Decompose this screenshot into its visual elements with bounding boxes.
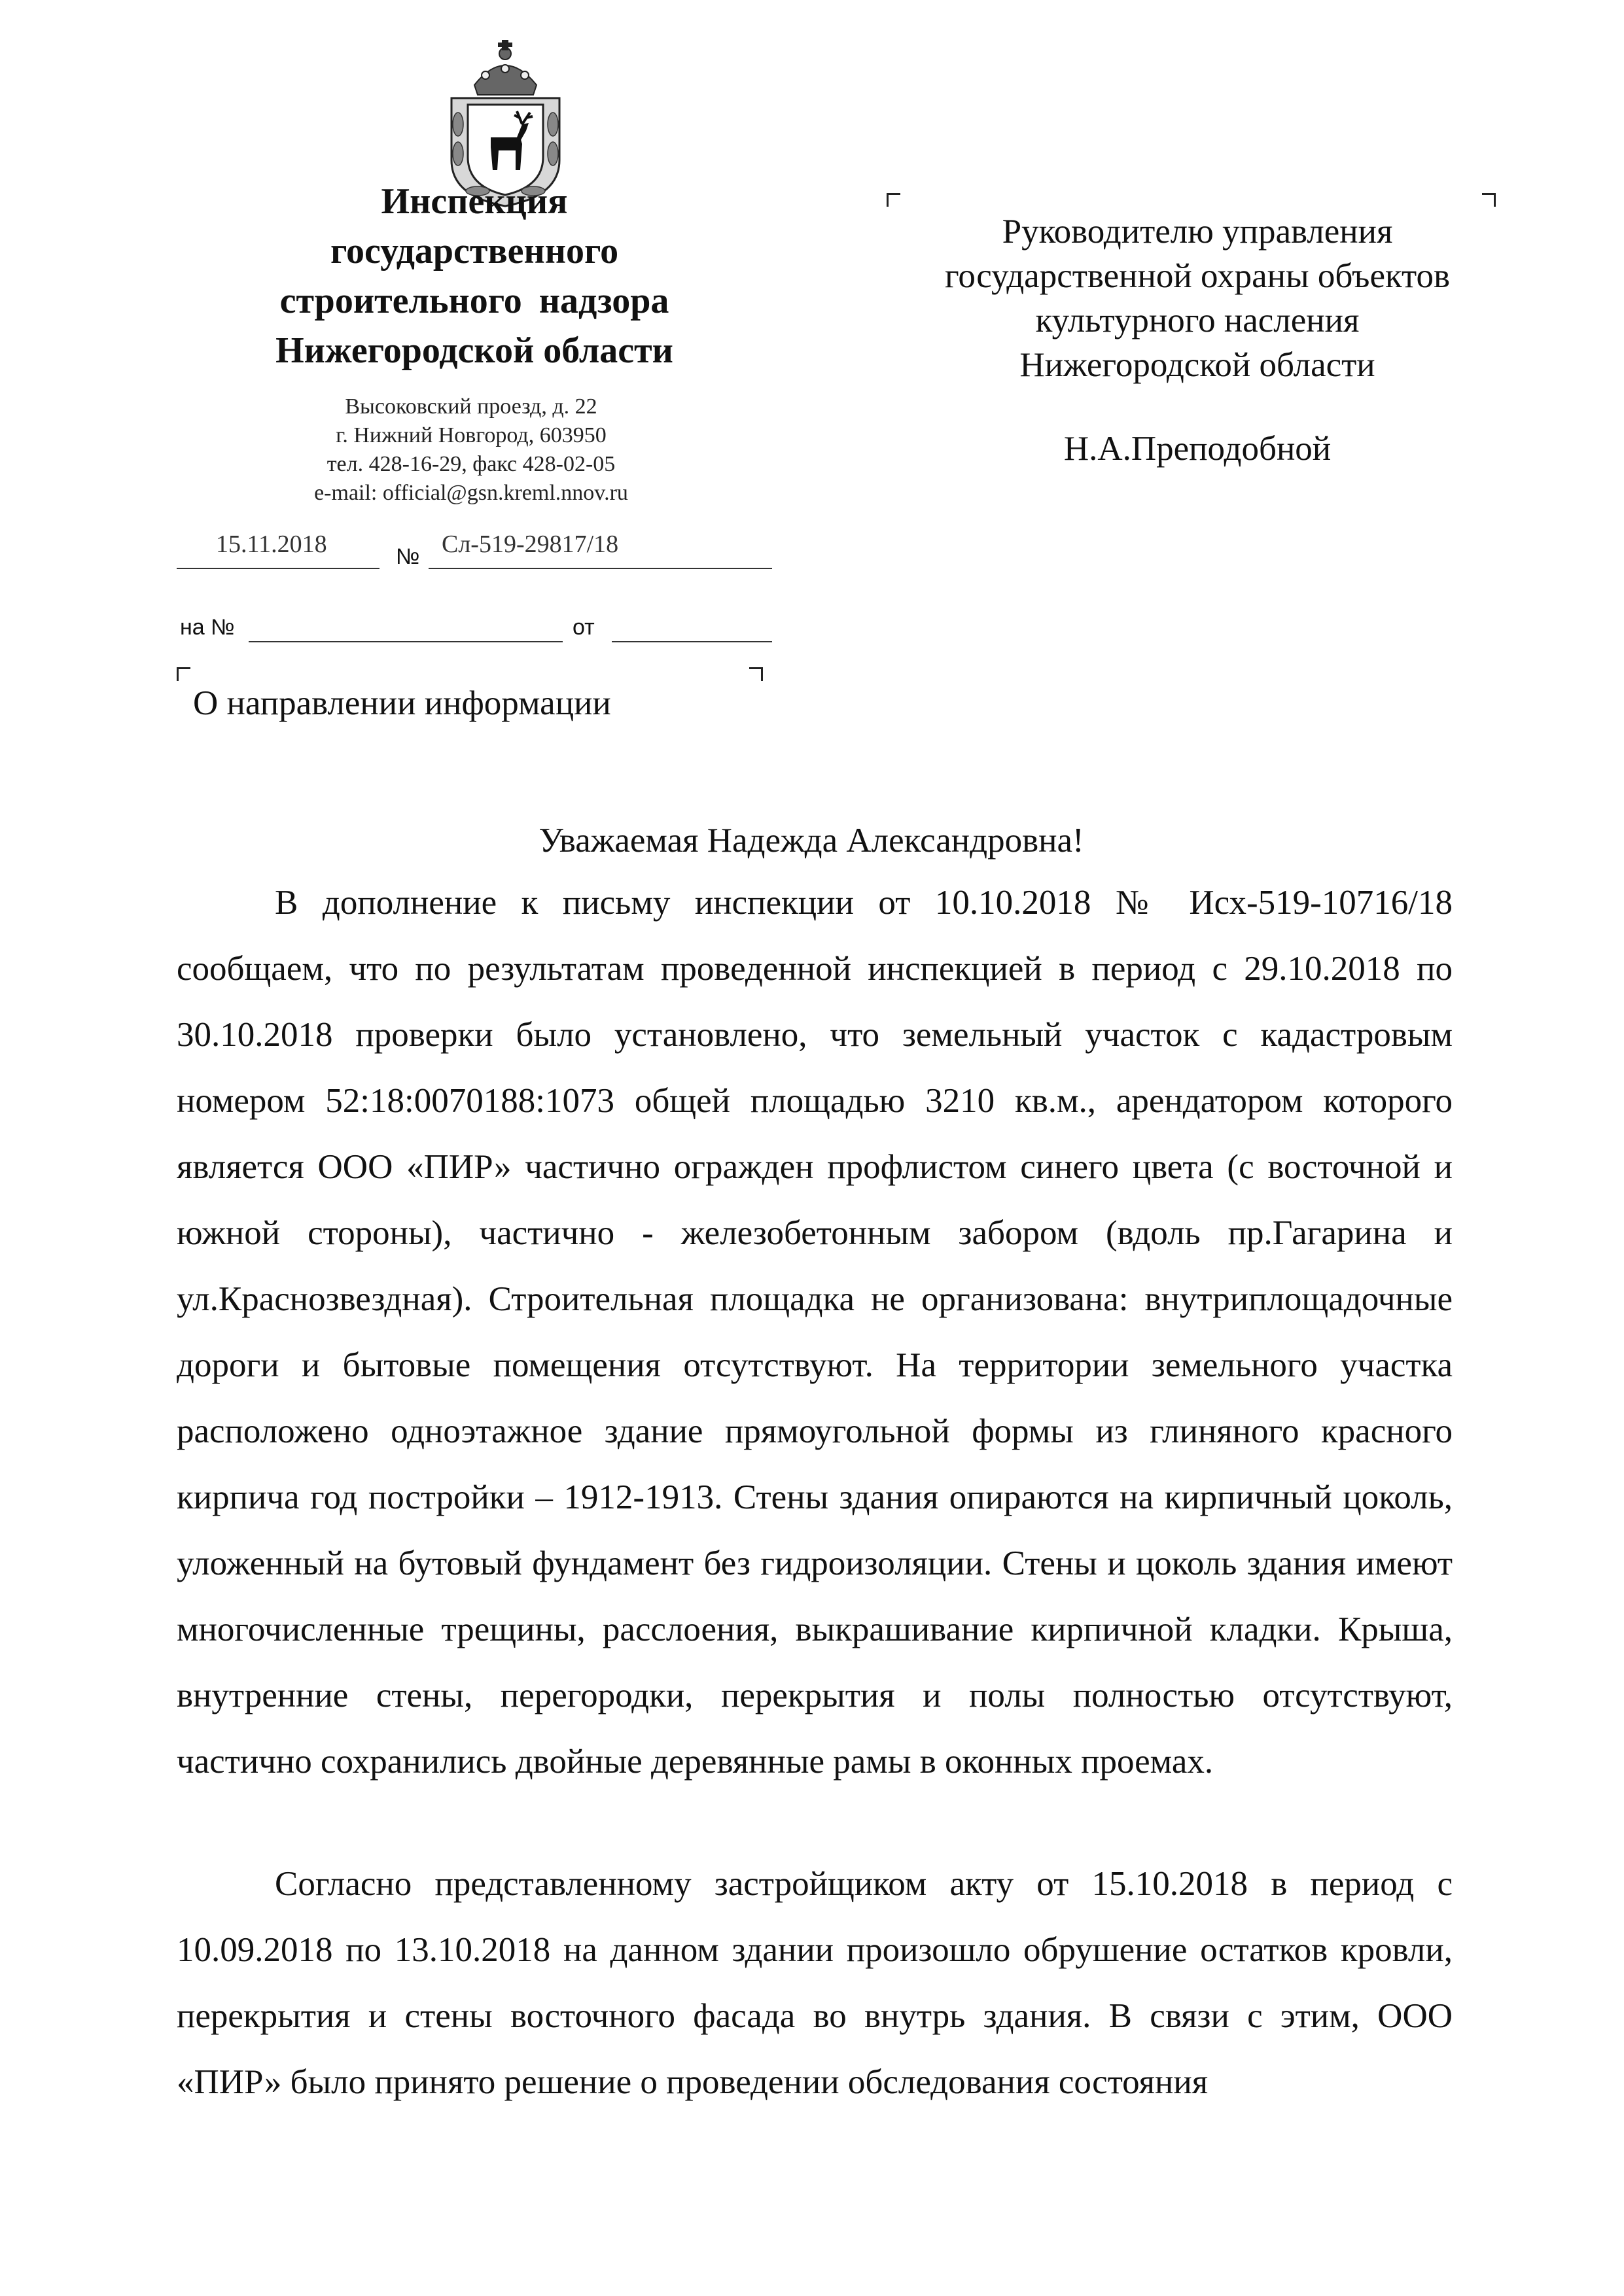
recipient-block (903, 209, 1492, 471)
address-line: г. Нижний Новгород, 603950 (336, 423, 607, 447)
org-name-line: Инспекция (381, 181, 568, 222)
subject-corner-right (749, 667, 763, 681)
registration-line (177, 523, 772, 576)
body-paragraph: Согласно представленному застройщиком акту от 15.10.2018 в период с 10.09.2018 по 13.10.2018 на данном здании произошло обрушение остатков кровли, перекрытия и стены восточного фасада во внутрь здания. В связи с этим, ООО «ПИР» было принято решение о проведении обследования состояния (177, 1865, 1453, 2101)
address-line: тел. 428-16-29, факс 428-02-05 (327, 452, 616, 476)
recipient-corner-right (1482, 193, 1496, 207)
address-line: e-mail: official@gsn.kreml.nnov.ru (314, 481, 628, 505)
greeting: Уважаемая Надежда Александровна! (538, 822, 1084, 860)
org-name-line: Нижегородской области (275, 330, 673, 371)
subject-corner-left (177, 667, 190, 681)
reply-reference-line (177, 608, 772, 648)
organization-address (216, 392, 726, 508)
recipient-line: государственной охраны объектов (944, 257, 1451, 295)
recipient-corner-left (887, 193, 900, 207)
reply-number-underline (249, 641, 563, 642)
org-name-line: строительного надзора (279, 281, 669, 321)
date-underline (177, 568, 380, 569)
address-line: Высоковский проезд, д. 22 (345, 394, 597, 419)
recipient-line: Руководителю управления (1002, 213, 1393, 251)
org-name-line: государственного (330, 231, 619, 271)
number-sign: № (396, 544, 420, 569)
number-underline (429, 568, 772, 569)
reply-date-underline (612, 641, 772, 642)
registration-date: 15.11.2018 (216, 531, 327, 558)
organization-name (150, 177, 798, 375)
recipient-line: Нижегородской области (1019, 346, 1375, 384)
body-paragraph: В дополнение к письму инспекции от 10.10.2018 № Исх-519-10716/18 сообщаем, что по результатам проведенной инспекцией в период с 29.10.2018 по 30.10.2018 проверки было установлено, что земельный участок с кадастровым номером 52:18:0070188:1073 общей площадью 3210 кв.м., арендатором которого является ООО «ПИР» частично огражден профлистом синего цвета (с восточной и южной стороны), частично - железобетонным забором (вдоль пр.Гагарина и ул.Краснозвездная). Строительная площадка не организована: внутриплощадочные дороги и бытовые помещения отсутствуют. На территории земельного участка расположено одноэтажное здание прямоугольной формы из глиняного красного кирпича год постройки – 1912-1913. Стены здания опираются на кирпичный цоколь, уложенный на бутовый фундамент без гидроизоляции. Стены и цоколь здания имеют многочисленные трещины, расслоения, выкрашивание кирпичной кладки. Крыша, внутренние стены, перегородки, перекрытия и полы полностью отсутствуют, частично сохранились двойные деревянные рамы в оконных проемах. (177, 884, 1453, 1781)
registration-number: Сл-519-29817/18 (442, 531, 619, 558)
subject: О направлении информации (193, 684, 611, 722)
reply-number-label: на № (180, 615, 235, 640)
recipient-name: Н.А.Преподобной (1063, 430, 1332, 468)
reply-from-label: от (573, 615, 595, 640)
recipient-line: культурного насления (1035, 302, 1360, 339)
